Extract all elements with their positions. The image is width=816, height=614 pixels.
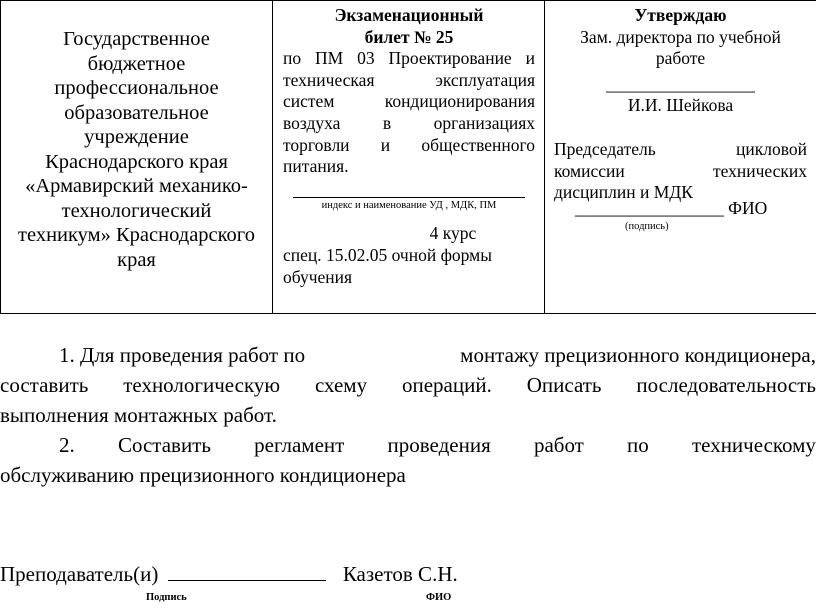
module-line-word: техническая bbox=[283, 69, 375, 90]
module-line bbox=[283, 113, 535, 135]
task-1-line-2-word: операций. bbox=[401, 373, 492, 397]
task-1-line-2-word: схему bbox=[314, 373, 368, 397]
module-line-word: и bbox=[380, 134, 391, 155]
chair-signature-caption: (подпись) bbox=[625, 221, 669, 232]
approval-cell bbox=[545, 1, 816, 314]
teacher-signature-line bbox=[168, 562, 326, 581]
deputy-title-line2: работе bbox=[655, 48, 706, 69]
module-line-word: в bbox=[382, 112, 392, 133]
task-2-line-1-word: Составить bbox=[117, 433, 211, 457]
module-line-word: общественного bbox=[421, 134, 535, 155]
task-1-line-2 bbox=[0, 370, 816, 400]
ticket-number: билет № 25 bbox=[364, 26, 454, 47]
institution-line: образовательное bbox=[64, 101, 209, 124]
institution-line: «Армавирский механико- bbox=[25, 175, 248, 197]
task-2-line-1-word: проведения bbox=[387, 433, 491, 457]
module-line-word: воздуха bbox=[283, 112, 341, 133]
specialty: спец. 15.02.05 очной формы bbox=[283, 245, 493, 265]
teacher-signature-row bbox=[0, 562, 458, 587]
institution-line: бюджетное bbox=[87, 52, 186, 75]
module-line-word: по bbox=[283, 48, 302, 69]
institution-line: учреждение bbox=[84, 126, 189, 148]
task-1-line-2-word: технологическую bbox=[123, 373, 281, 397]
chair-line-word: Председатель bbox=[554, 138, 656, 159]
module-line bbox=[283, 48, 535, 70]
ticket-title: Экзаменационный bbox=[334, 5, 484, 25]
chair-line-word: комиссии bbox=[554, 160, 625, 181]
study-form: обучения bbox=[283, 267, 353, 287]
module-line bbox=[283, 135, 535, 157]
task-2-line-1-word: регламент bbox=[254, 433, 345, 457]
task-1-line-2-word: Описать bbox=[526, 373, 602, 397]
task-1-line-1 bbox=[0, 340, 816, 370]
module-line-word: и bbox=[525, 48, 535, 69]
module-line bbox=[283, 91, 535, 113]
institution-line: края bbox=[117, 248, 156, 271]
module-line-word: торговли bbox=[283, 134, 350, 155]
institution-line: техникум» Краснодарского bbox=[18, 224, 255, 246]
task-1-start: 1. Для проведения работ по bbox=[59, 343, 306, 367]
course: 4 курс bbox=[429, 223, 477, 243]
module-line-word: систем bbox=[283, 91, 335, 112]
institution-line: профессиональное bbox=[54, 77, 219, 99]
deputy-title-line1: Зам. директора по учебной bbox=[580, 26, 781, 47]
task-1-end: монтажу прецизионного кондиционера, bbox=[460, 343, 816, 367]
institution-cell bbox=[1, 1, 273, 314]
approve-heading: Утверждаю bbox=[634, 5, 727, 25]
ticket-cell bbox=[273, 1, 545, 314]
task-1-line-2-word: последовательность bbox=[636, 373, 816, 397]
module-line bbox=[283, 70, 535, 92]
chair-signature-line: _________________ bbox=[575, 198, 724, 218]
ticket-module-description bbox=[283, 48, 535, 156]
module-line-word: кондиционирования bbox=[384, 91, 535, 112]
module-line-word: эксплуатация bbox=[435, 69, 535, 90]
institution-line: Государственное bbox=[63, 28, 210, 50]
chair-title bbox=[554, 139, 807, 182]
institution-line: Краснодарского края bbox=[45, 150, 228, 173]
deputy-name: И.И. Шейкова bbox=[627, 95, 734, 116]
chair-line-word: цикловой bbox=[736, 138, 807, 159]
task-2-line-1 bbox=[0, 430, 816, 460]
task-1-line-3: выполнения монтажных работ. bbox=[0, 403, 277, 427]
index-underline bbox=[293, 197, 525, 198]
chair-line-word: технических bbox=[712, 160, 807, 181]
task-list bbox=[0, 340, 816, 490]
chair-line bbox=[554, 139, 807, 161]
deputy-signature-line: _________________ bbox=[606, 73, 755, 94]
institution-line: технологический bbox=[61, 199, 212, 222]
chair-title-last: дисциплин и МДК bbox=[554, 182, 693, 203]
task-1-line-2-word: составить bbox=[0, 373, 89, 397]
chair-line bbox=[554, 161, 807, 183]
module-line-word: ПМ bbox=[315, 48, 344, 69]
task-2-line-1-word: 2. bbox=[59, 433, 75, 457]
chair-signature-row bbox=[575, 198, 767, 219]
fio-caption: ФИО bbox=[426, 592, 452, 603]
task-2-line-2: обслуживанию прецизионного кондиционера bbox=[0, 463, 406, 487]
task-2-line-1-word: работ bbox=[533, 433, 584, 457]
signature-caption: Подпись bbox=[146, 592, 187, 603]
module-line-word: 03 bbox=[357, 48, 375, 69]
teacher-label: Преподаватель(и) bbox=[0, 562, 159, 586]
institution-name bbox=[9, 27, 264, 272]
index-caption: индекс и наименование УД , МДК, ПМ bbox=[321, 200, 497, 211]
teacher-name: Казетов С.Н. bbox=[342, 562, 458, 586]
task-2-line-1-word: техническому bbox=[691, 433, 816, 457]
chair-fio: ФИО bbox=[728, 198, 768, 218]
task-2-line-1-word: по bbox=[627, 433, 649, 457]
module-line-word: Проектирование bbox=[388, 48, 512, 69]
ticket-module-last-line: питания. bbox=[283, 156, 349, 177]
module-line-word: организациях bbox=[433, 112, 535, 133]
